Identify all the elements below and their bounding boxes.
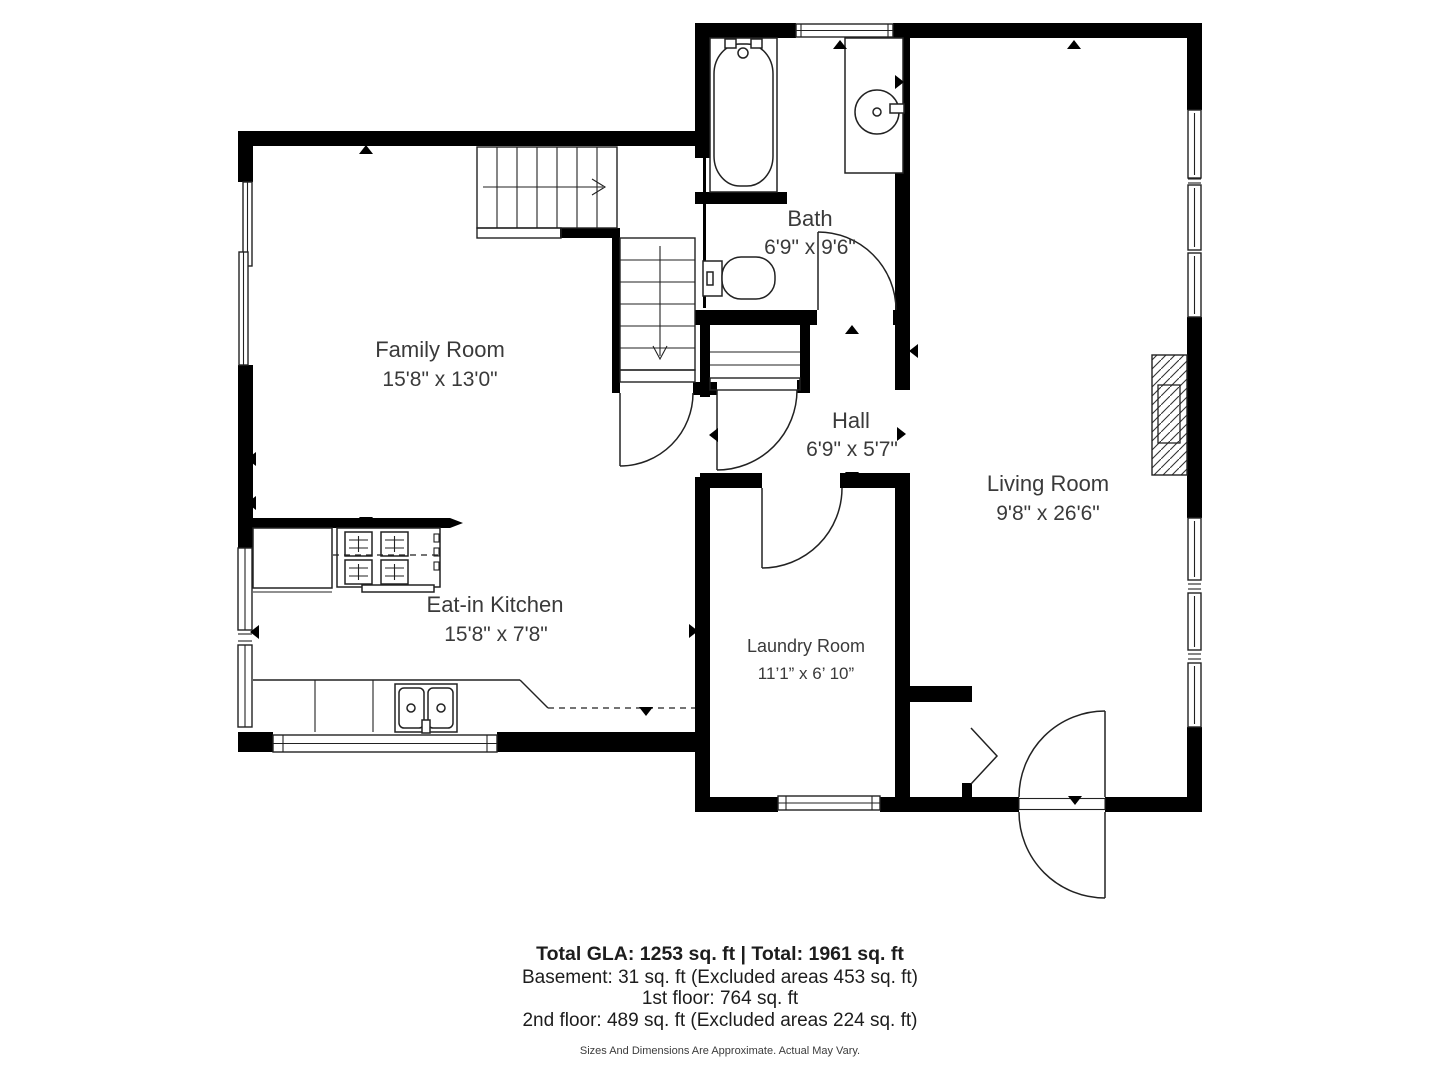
room-label-laundry: Laundry Room — [746, 636, 866, 656]
bathtub-icon — [710, 38, 777, 192]
door-laundry — [762, 488, 842, 568]
staircase-upper-flight — [477, 147, 617, 238]
door-family-hall — [620, 393, 693, 466]
second-floor-line: 2nd floor: 489 sq. ft (Excluded areas 224 sq. ft) — [522, 1009, 918, 1031]
window-icon — [273, 735, 497, 752]
room-label-living-room: Living Room — [986, 471, 1110, 496]
entry-double-swing-door — [1019, 711, 1105, 898]
room-dims-kitchen: 15'8" x 7'8" — [444, 623, 548, 646]
room-dims-bath: 6'9" x 9'6" — [764, 236, 856, 259]
disclaimer-text: Sizes And Dimensions Are Approximate. Actual May Vary. — [579, 1045, 861, 1057]
staircase-basement-flight — [710, 352, 800, 390]
bathroom-sink-icon — [845, 38, 904, 173]
fireplace-icon — [1152, 355, 1187, 475]
door-hall-stairs — [717, 390, 797, 470]
room-dims-family-room: 15'8" x 13'0" — [382, 368, 498, 391]
room-label-hall: Hall — [832, 408, 870, 433]
room-dims-living-room: 9'8" x 26'6" — [996, 502, 1100, 525]
stove-icon — [333, 528, 440, 592]
toilet-icon — [703, 257, 775, 299]
first-floor-line: 1st floor: 764 sq. ft — [641, 988, 799, 1009]
window-icon — [796, 24, 893, 37]
area-summary — [0, 944, 1440, 1063]
window-icon — [239, 182, 252, 365]
refrigerator-icon — [253, 528, 332, 592]
window-icon — [238, 548, 252, 727]
basement-line: Basement: 31 sq. ft (Excluded areas 453 sq. ft) — [521, 966, 919, 988]
kitchen-sink-icon — [395, 684, 457, 733]
window-icon — [778, 796, 880, 810]
room-label-family-room: Family Room — [375, 337, 505, 362]
total-gla-line: Total GLA: 1253 sq. ft | Total: 1961 sq. ft — [536, 943, 904, 965]
room-label-bath: Bath — [787, 206, 833, 231]
room-dims-hall: 6'9" x 5'7" — [806, 438, 898, 461]
staircase-lower-flight — [620, 238, 695, 382]
kitchen-counter — [253, 680, 695, 732]
room-label-kitchen: Eat-in Kitchen — [426, 592, 564, 617]
room-dims-laundry: 11’1” x 6’ 10” — [757, 664, 855, 683]
closet-bifold-door — [971, 728, 997, 784]
